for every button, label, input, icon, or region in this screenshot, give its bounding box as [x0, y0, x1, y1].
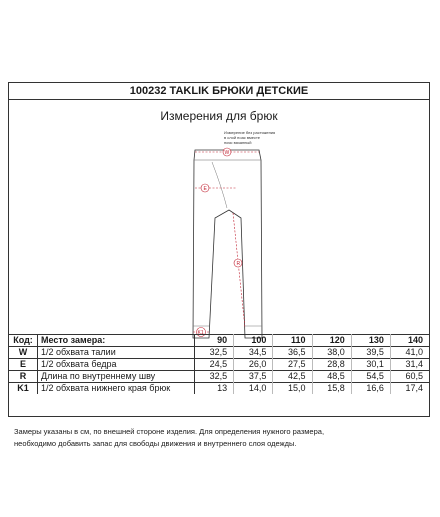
row-value: 36,5 [273, 347, 312, 359]
hip-measure [195, 184, 237, 192]
row-value: 38,0 [312, 347, 351, 359]
label-r: R [236, 261, 241, 267]
label-e: E [203, 186, 207, 192]
header-size: 110 [273, 335, 312, 347]
table-row [9, 383, 429, 395]
row-value: 54,5 [351, 371, 390, 383]
measurement-table [9, 334, 429, 394]
row-value: 48,5 [312, 371, 351, 383]
header-code: Код: [9, 335, 38, 347]
table-row [9, 359, 429, 371]
row-code: K1 [9, 383, 38, 395]
waist-note-3: пояс вязанный [224, 140, 252, 145]
row-name: 1/2 обхвата талии [38, 347, 195, 359]
row-value: 32,5 [195, 347, 234, 359]
row-value: 41,0 [390, 347, 429, 359]
product-title: 100232 TAKLIK БРЮКИ ДЕТСКИЕ [9, 83, 429, 100]
header-size: 100 [234, 335, 273, 347]
label-k1: K1 [197, 330, 204, 336]
table-row [9, 371, 429, 383]
row-value: 31,4 [390, 359, 429, 371]
row-value: 30,1 [351, 359, 390, 371]
row-value: 60,5 [390, 371, 429, 383]
row-value: 34,5 [234, 347, 273, 359]
header-size: 120 [312, 335, 351, 347]
measurement-table-wrap [9, 334, 429, 394]
row-code: E [9, 359, 38, 371]
measurement-footnote [14, 426, 434, 450]
waist-note-1: Измерение без растяжения [224, 130, 276, 135]
header-name: Место замера: [38, 335, 195, 347]
row-value: 17,4 [390, 383, 429, 395]
row-name: 1/2 обхвата бедра [38, 359, 195, 371]
footnote-line-2: необходимо добавить запас для свободы движения и внутреннего слоя одежды. [14, 439, 297, 448]
row-value: 32,5 [195, 371, 234, 383]
row-name: 1/2 обхвата нижнего края брюк [38, 383, 195, 395]
row-value: 16,6 [351, 383, 390, 395]
size-chart-frame [8, 82, 430, 417]
waist-note-2: в слой поас вместе [224, 135, 260, 140]
row-value: 39,5 [351, 347, 390, 359]
table-header-row [9, 335, 429, 347]
pants-diagram [167, 128, 307, 343]
row-value: 24,5 [195, 359, 234, 371]
inseam-measure [233, 213, 245, 328]
row-value: 15,8 [312, 383, 351, 395]
diagram-subtitle: Измерения для брюк [160, 109, 278, 123]
footnote-line-1: Замеры указаны в см, по внешней стороне изделия. Для определения нужного размера, [14, 427, 325, 436]
row-value: 27,5 [273, 359, 312, 371]
header-size: 130 [351, 335, 390, 347]
row-value: 14,0 [234, 383, 273, 395]
label-w: W [224, 150, 230, 156]
row-value: 15,0 [273, 383, 312, 395]
row-code: R [9, 371, 38, 383]
row-value: 13 [195, 383, 234, 395]
table-row [9, 347, 429, 359]
row-value: 26,0 [234, 359, 273, 371]
row-value: 28,8 [312, 359, 351, 371]
row-value: 42,5 [273, 371, 312, 383]
row-name: Длина по внутреннему шву [38, 371, 195, 383]
header-size: 90 [195, 335, 234, 347]
header-size: 140 [390, 335, 429, 347]
row-value: 37,5 [234, 371, 273, 383]
pants-outline [193, 150, 262, 338]
row-code: W [9, 347, 38, 359]
